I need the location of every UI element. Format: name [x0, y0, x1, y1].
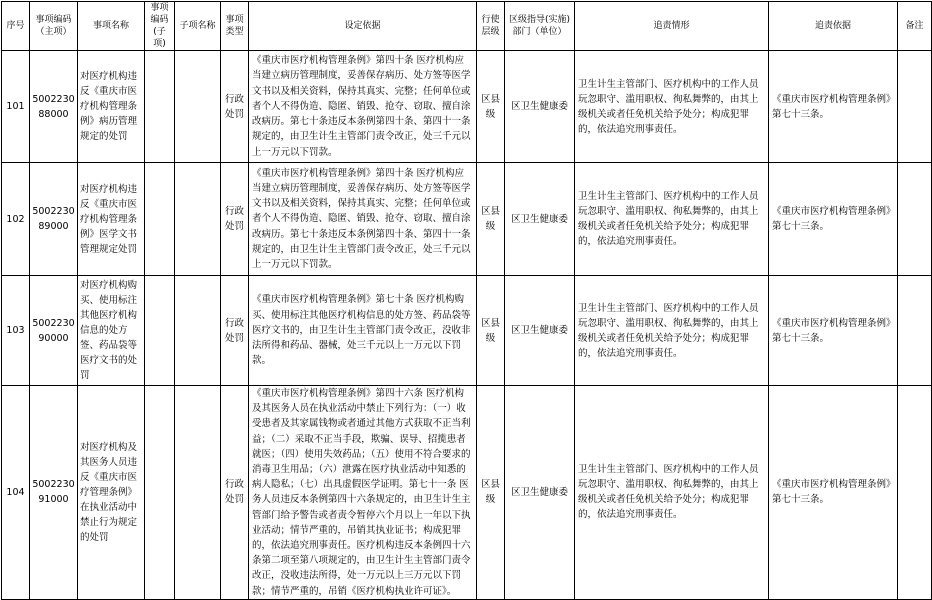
- table-row: [2, 51, 932, 163]
- cell-level: 区县级: [477, 163, 505, 276]
- cell-code: 500223090000: [30, 276, 78, 386]
- header-seq: 序号: [2, 2, 30, 51]
- cell-basis: 《重庆市医疗机构管理条例》第四十六条 医疗机构及其医务人员在执业活动中禁止下列行为：（一）收受患者及其家属钱物或者通过其他方式获取不正当利益；（二）采取不正当手段，欺骗、误导、招揽患者就医；（四）使用失效药品；（五）使用不符合要求的消毒卫生用品；（六）泄露在医疗执业活动中知悉的病人隐私；（七）出具虚假医学证明。第七十一条 医务人员违反本条例第四十六条规定的，由卫生计生主管部门给予警告或者责令暂停六个月以上一年以下执业活动；情节严重的，吊销其执业证书；构成犯罪的，依法追究刑事责任。医疗机构违反本条例四十六条第二项至第八项规定的，由卫生计生主管部门责令改正，没收违法所得，处一万元以上三万元以下罚款；情节严重的，吊销《医疗机构执业许可证》。: [249, 386, 477, 600]
- header-basis: 设定依据: [249, 2, 477, 51]
- cell-type: 行政处罚: [221, 51, 249, 163]
- cell-dept: 区卫生健康委: [505, 51, 575, 163]
- header-subcode: 事项编码(子项): [145, 2, 175, 51]
- cell-note: [898, 163, 932, 276]
- cell-subname: [175, 51, 221, 163]
- cell-level: 区县级: [477, 276, 505, 386]
- table-row: [2, 276, 932, 386]
- cell-basis: 《重庆市医疗机构管理条例》第四十条 医疗机构应当建立病历管理制度，妥善保存病历、处方签等医学文书以及相关资料，保持其真实、完整；任何单位或者个人不得伪造、隐匿、销毁、抢夺、窃取、擅自涂改病历。第七十条违反本条例第四十条、第四十一条规定的，由卫生计生主管部门责令改正，处三千元以上一万元以下罚款。: [249, 163, 477, 276]
- cell-accountability-basis: 《重庆市医疗机构管理条例》第七十三条。: [769, 276, 898, 386]
- header-note: 备注: [898, 2, 932, 51]
- cell-dept: 区卫生健康委: [505, 386, 575, 600]
- cell-subcode: [145, 51, 175, 163]
- table-row: [2, 386, 932, 600]
- cell-name: 对医疗机构违反《重庆市医疗机构管理条例》医学文书管理规定处罚: [78, 163, 145, 276]
- cell-dept: 区卫生健康委: [505, 163, 575, 276]
- cell-seq: 104: [2, 386, 30, 600]
- cell-seq: 101: [2, 51, 30, 163]
- cell-accountability-basis: 《重庆市医疗机构管理条例》第七十三条。: [769, 51, 898, 163]
- header-dept: 区级指导(实施)部门（单位）: [505, 2, 575, 51]
- cell-level: 区县级: [477, 51, 505, 163]
- cell-subname: [175, 386, 221, 600]
- cell-basis: 《重庆市医疗机构管理条例》第四十条 医疗机构应当建立病历管理制度，妥善保存病历、处方签等医学文书以及相关资料，保持其真实、完整；任何单位或者个人不得伪造、隐匿、销毁、抢夺、窃取、擅自涂改病历。第七十条违反本条例第四十条、第四十一条规定的，由卫生计生主管部门责令改正，处三千元以上一万元以下罚款。: [249, 51, 477, 163]
- cell-type: 行政处罚: [221, 276, 249, 386]
- cell-name: 对医疗机构购买、使用标注其他医疗机构信息的处方签、药品袋等医疗文书的处罚: [78, 276, 145, 386]
- cell-level: 区县级: [477, 386, 505, 600]
- cell-code: 500223088000: [30, 51, 78, 163]
- cell-accountability: 卫生计生主管部门、医疗机构中的工作人员玩忽职守、滥用职权、徇私舞弊的，由其上级机关或者任免机关给予处分；构成犯罪的，依法追究刑事责任。: [575, 276, 769, 386]
- cell-accountability: 卫生计生主管部门、医疗机构中的工作人员玩忽职守、滥用职权、徇私舞弊的，由其上级机关或者任免机关给予处分；构成犯罪的，依法追究刑事责任。: [575, 163, 769, 276]
- header-accountability: 追责情形: [575, 2, 769, 51]
- cell-accountability: 卫生计生主管部门、医疗机构中的工作人员玩忽职守、滥用职权、徇私舞弊的，由其上级机关或者任免机关给予处分；构成犯罪的，依法追究刑事责任。: [575, 386, 769, 600]
- cell-code: 500223089000: [30, 163, 78, 276]
- cell-code: 500223091000: [30, 386, 78, 600]
- cell-basis: 《重庆市医疗机构管理条例》第七十条 医疗机构购买、使用标注其他医疗机构信息的处方签、药品袋等医疗文书的，由卫生计生主管部门责令改正，没收非法所得和药品、器械，处三千元以上一万元以下罚款。: [249, 276, 477, 386]
- cell-accountability: 卫生计生主管部门、医疗机构中的工作人员玩忽职守、滥用职权、徇私舞弊的，由其上级机关或者任免机关给予处分；构成犯罪的，依法追究刑事责任。: [575, 51, 769, 163]
- accountability-table: [1, 1, 932, 600]
- cell-subname: [175, 163, 221, 276]
- cell-name: 对医疗机构违反《重庆市医疗机构管理条例》病历管理规定的处罚: [78, 51, 145, 163]
- cell-name: 对医疗机构及其医务人员违反《重庆市医疗管理条例》在执业活动中禁止行为规定的处罚: [78, 386, 145, 600]
- header-accountability-basis: 追责依据: [769, 2, 898, 51]
- header-row: [2, 2, 932, 51]
- cell-subcode: [145, 386, 175, 600]
- header-type: 事项类型: [221, 2, 249, 51]
- cell-subname: [175, 276, 221, 386]
- header-level: 行使层级: [477, 2, 505, 51]
- header-name: 事项名称: [78, 2, 145, 51]
- cell-seq: 102: [2, 163, 30, 276]
- cell-dept: 区卫生健康委: [505, 276, 575, 386]
- header-subname: 子项名称: [175, 2, 221, 51]
- header-code: 事项编码（主项）: [30, 2, 78, 51]
- cell-seq: 103: [2, 276, 30, 386]
- cell-subcode: [145, 276, 175, 386]
- cell-note: [898, 276, 932, 386]
- cell-note: [898, 386, 932, 600]
- cell-accountability-basis: 《重庆市医疗机构管理条例》第七十三条。: [769, 163, 898, 276]
- table-row: [2, 163, 932, 276]
- cell-type: 行政处罚: [221, 386, 249, 600]
- cell-subcode: [145, 163, 175, 276]
- cell-accountability-basis: 《重庆市医疗机构管理条例》第七十三条。: [769, 386, 898, 600]
- cell-type: 行政处罚: [221, 163, 249, 276]
- cell-note: [898, 51, 932, 163]
